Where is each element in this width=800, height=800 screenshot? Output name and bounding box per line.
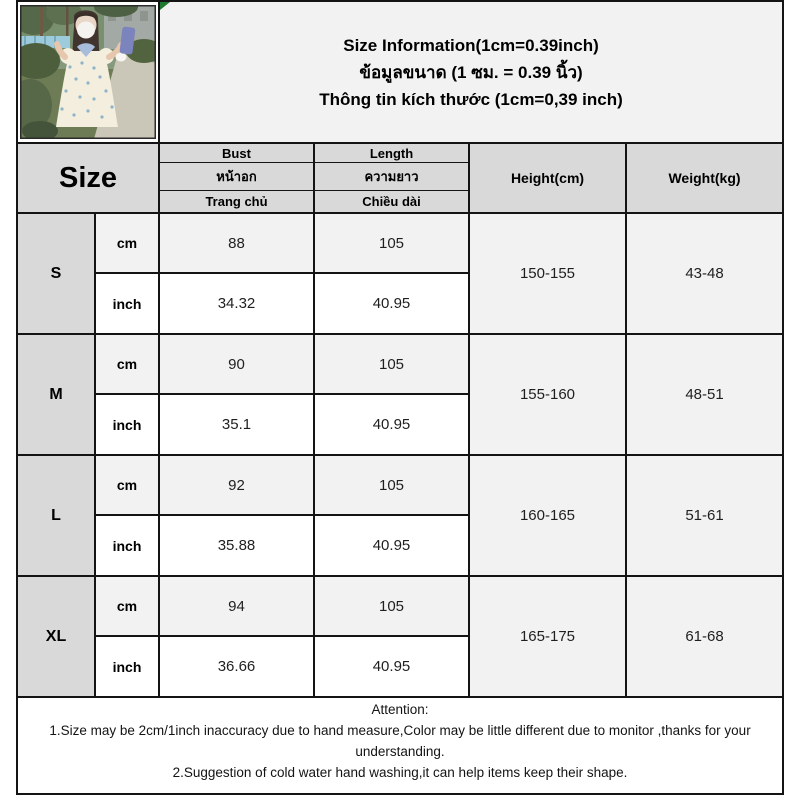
bust-inch-value: 36.66 bbox=[159, 636, 314, 697]
row-size-label: L bbox=[17, 455, 95, 576]
unit-inch-label: inch bbox=[95, 273, 159, 334]
attention-note-2: 2.Suggestion of cold water hand washing,it can help items keep their shape. bbox=[172, 765, 628, 780]
size-info-title-cell bbox=[159, 1, 783, 143]
length-inch-value: 40.95 bbox=[314, 515, 469, 576]
header-bust-en: Bust bbox=[159, 143, 314, 163]
header-height: Height(cm) bbox=[469, 143, 626, 213]
product-photo-cell bbox=[17, 1, 159, 143]
header-length-vi: Chiều dài bbox=[314, 191, 469, 214]
length-inch-value: 40.95 bbox=[314, 636, 469, 697]
height-range-value: 160-165 bbox=[469, 455, 626, 576]
bust-cm-value: 88 bbox=[159, 213, 314, 273]
length-cm-value: 105 bbox=[314, 576, 469, 636]
length-cm-value: 105 bbox=[314, 455, 469, 515]
row-size-label: S bbox=[17, 213, 95, 334]
row-size-label: XL bbox=[17, 576, 95, 697]
header-length-th: ความยาว bbox=[314, 163, 469, 191]
attention-heading: Attention: bbox=[371, 702, 429, 717]
length-cm-value: 105 bbox=[314, 213, 469, 273]
height-range-value: 165-175 bbox=[469, 576, 626, 697]
bust-inch-value: 34.32 bbox=[159, 273, 314, 334]
unit-cm-label: cm bbox=[95, 334, 159, 394]
bust-cm-value: 90 bbox=[159, 334, 314, 394]
cell-corner-marker-icon bbox=[160, 2, 170, 10]
header-size: Size bbox=[17, 143, 159, 213]
header-weight: Weight(kg) bbox=[626, 143, 783, 213]
title-english: Size Information(1cm=0.39inch) bbox=[343, 35, 599, 55]
bust-cm-value: 94 bbox=[159, 576, 314, 636]
unit-inch-label: inch bbox=[95, 636, 159, 697]
header-bust-th: หน้าอก bbox=[159, 163, 314, 191]
title-vietnamese: Thông tin kích thước (1cm=0,39 inch) bbox=[319, 89, 623, 109]
bust-cm-value: 92 bbox=[159, 455, 314, 515]
attention-cell bbox=[17, 697, 783, 794]
weight-range-value: 51-61 bbox=[626, 455, 783, 576]
unit-inch-label: inch bbox=[95, 515, 159, 576]
bust-inch-value: 35.88 bbox=[159, 515, 314, 576]
length-cm-value: 105 bbox=[314, 334, 469, 394]
size-table bbox=[16, 0, 784, 795]
unit-cm-label: cm bbox=[95, 213, 159, 273]
header-length-en: Length bbox=[314, 143, 469, 163]
length-inch-value: 40.95 bbox=[314, 394, 469, 455]
unit-cm-label: cm bbox=[95, 576, 159, 636]
title-thai: ข้อมูลขนาด (1 ซม. = 0.39 นิ้ว) bbox=[359, 62, 583, 82]
model-photo bbox=[20, 5, 156, 139]
header-bust-vi: Trang chủ bbox=[159, 191, 314, 214]
height-range-value: 150-155 bbox=[469, 213, 626, 334]
height-range-value: 155-160 bbox=[469, 334, 626, 455]
attention-note-1: 1.Size may be 2cm/1inch inaccuracy due to hand measure,Color may be little different due to monitor ,thanks for your understanding. bbox=[49, 723, 751, 759]
row-size-label: M bbox=[17, 334, 95, 455]
weight-range-value: 48-51 bbox=[626, 334, 783, 455]
unit-cm-label: cm bbox=[95, 455, 159, 515]
weight-range-value: 61-68 bbox=[626, 576, 783, 697]
bust-inch-value: 35.1 bbox=[159, 394, 314, 455]
unit-inch-label: inch bbox=[95, 394, 159, 455]
length-inch-value: 40.95 bbox=[314, 273, 469, 334]
weight-range-value: 43-48 bbox=[626, 213, 783, 334]
